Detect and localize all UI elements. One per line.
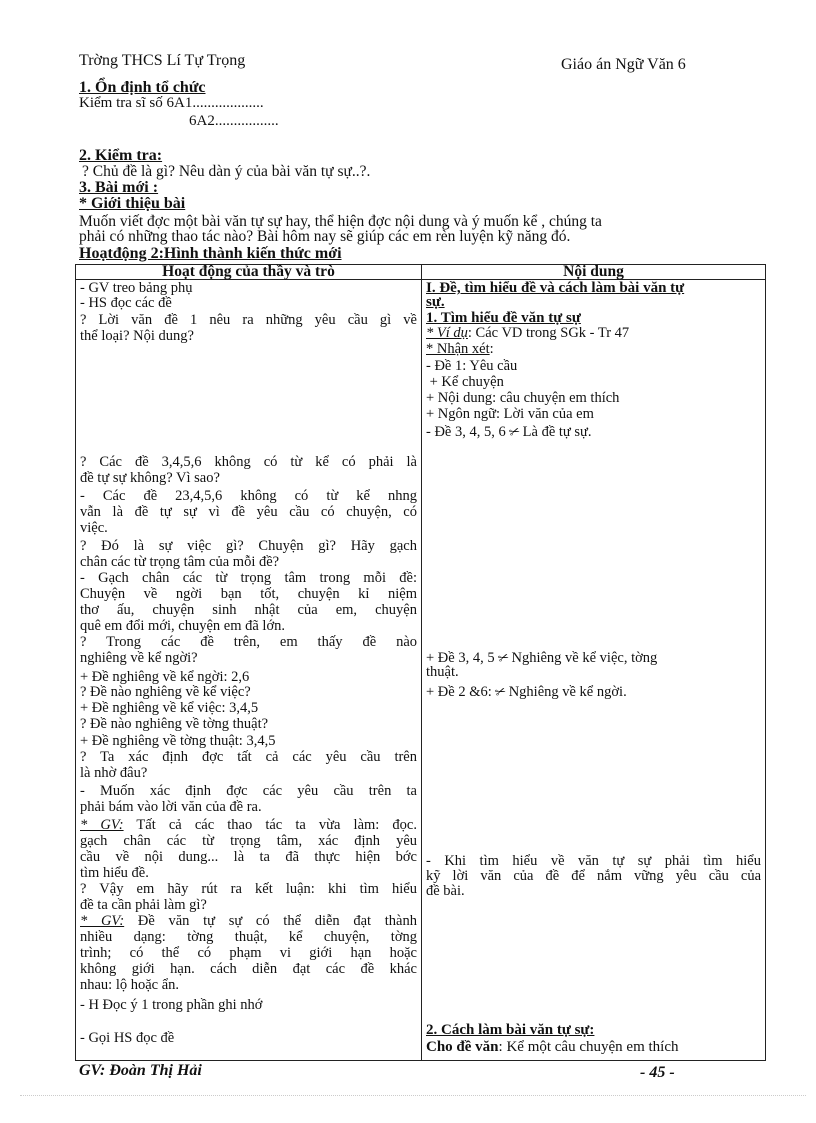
topic-1-line: - Đề 1: Yêu cầu xyxy=(426,358,518,374)
observation-line xyxy=(426,343,761,356)
section-2-title: 2. Kiểm tra: xyxy=(79,147,163,164)
teacher-line: việc. xyxy=(80,520,108,536)
teacher-line: ? Đề nào nghiêng về kể việc? xyxy=(80,684,251,700)
example-text: : Các VD trong SGk - Tr 47 xyxy=(467,325,630,341)
topics-26-result: Nghiêng về kể ngời. xyxy=(508,684,627,700)
teacher-line: ? Các đề 3,4,5,6 không có từ kể có phải là xyxy=(80,454,417,470)
teacher-line: - GV treo bảng phụ xyxy=(80,280,193,296)
teacher-line: gạch chân các từ trọng tâm, xác định yêu xyxy=(80,833,417,849)
topics-345-cont: thuật. xyxy=(426,664,459,680)
page-number: - 45 - xyxy=(640,1064,675,1081)
topics-3456-label: - Đề 3, 4, 5, 6 xyxy=(426,424,506,440)
heading-analyze-topic: 1. Tìm hiểu đề văn tự sự xyxy=(426,310,581,326)
teacher-line: - Gạch chân các từ trọng tâm trong mỗi đề: xyxy=(80,570,417,586)
observation-colon: : xyxy=(489,341,494,357)
teacher-line: - HS đọc các đề xyxy=(80,295,172,311)
teacher-line xyxy=(80,819,417,832)
teacher-line: thể loại? Nội dung? xyxy=(80,328,194,344)
check-question: ? Chủ đề là gì? Nêu dàn ý của bài văn tự sự..?. xyxy=(82,163,371,180)
observation-label: * Nhận xét xyxy=(426,341,490,357)
topic-1-content: + Nội dung: câu chuyện em thích xyxy=(426,390,620,406)
right-column-header: Nội dung xyxy=(422,265,766,280)
teacher-line xyxy=(80,915,417,928)
intro-paragraph-line-2: phải có những thao tác nào? Bài hôm nay sẽ giúp các em rèn luyện kỹ năng đó. xyxy=(79,228,571,245)
left-column-content xyxy=(80,280,417,1060)
heading-part-1: I. Đề, tìm hiểu đề và cách làm bài văn tự xyxy=(426,280,685,296)
teacher-student-column xyxy=(76,280,422,1061)
scissors-icon: ✂ xyxy=(492,682,508,701)
teacher-line: vẫn là đề tự sự vì đề yêu cầu có chuyện, có xyxy=(80,504,417,520)
teacher-line: Chuyện về ngời bạn tốt, chuyện kỉ niệm xyxy=(80,586,417,602)
teacher-line: + Đề nghiêng về kể việc: 3,4,5 xyxy=(80,700,259,716)
teacher-line: ? Vậy em hãy rút ra kết luận: khi tìm hiểu xyxy=(80,881,417,897)
topic-text: : Kể một câu chuyện em thích xyxy=(498,1039,679,1055)
teacher-line: + Đề nghiêng về tờng thuật: 3,4,5 xyxy=(80,733,276,749)
teacher-line: thơ ấu, chuyện sinh nhật của em, chuyện xyxy=(80,602,417,618)
topics-26-label: + Đề 2 &6: xyxy=(426,684,492,700)
intro-subtitle: * Giới thiệu bài xyxy=(79,195,186,212)
teacher-signature: GV: Đoàn Thị Hải xyxy=(79,1062,202,1079)
teacher-line: nhiều dạng: tờng thuật, kể chuyện, tờng xyxy=(80,929,417,945)
topic-1-language: + Ngôn ngữ: Lời văn của em xyxy=(426,406,594,422)
teacher-line: tìm hiểu đề. xyxy=(80,865,149,881)
teacher-line: ? Ta xác định đợc tất cả các yêu cầu trên xyxy=(80,749,417,765)
teacher-line: ? Đó là sự việc gì? Chuyện gì? Hãy gạch xyxy=(80,538,417,554)
section-3-title: 3. Bài mới : xyxy=(79,179,159,196)
activity-title: Hoạtđộng 2:Hình thành kiến thức mới xyxy=(79,245,342,262)
page-bottom-rule xyxy=(20,1095,806,1096)
teacher-line: là nhờ đâu? xyxy=(80,765,148,781)
topics-345-result: Nghiêng về kể việc, tờng xyxy=(511,650,658,666)
intro-paragraph-line-1: Muốn viết đợc một bài văn tự sự hay, thể hiện đợc nội dung và ý muốn kể , chúng ta xyxy=(79,213,602,230)
example-line xyxy=(426,327,761,340)
topic-line xyxy=(426,1041,761,1054)
topics-26-line xyxy=(426,682,761,701)
teacher-line: - Muốn xác định đợc các yêu cầu trên ta xyxy=(80,783,417,799)
teacher-line: cầu về nội dung... là ta đã thực hiện bớc xyxy=(80,849,417,865)
gv-note-text: Tất cả các thao tác ta vừa làm: đọc. xyxy=(123,817,417,833)
left-column-header: Hoạt động của thầy và trò xyxy=(76,265,422,280)
gv-note-text: Đề văn tự sự có thể diễn đạt thành xyxy=(124,913,417,929)
content-column xyxy=(422,280,766,1061)
teacher-line: - H Đọc ý 1 trong phần ghi nhớ xyxy=(80,997,263,1013)
teacher-line: ? Đề nào nghiêng về tờng thuật? xyxy=(80,716,269,732)
school-name: Trờng THCS Lí Tự Trọng xyxy=(79,52,246,69)
section-1-title: 1. Ổn định tổ chức xyxy=(79,79,206,96)
teacher-line: đề ta cần phải làm gì? xyxy=(80,897,207,913)
teacher-line: nhau: lộ hoặc ẩn. xyxy=(80,977,180,993)
topic-label: Cho đề văn xyxy=(426,1039,499,1055)
lesson-table xyxy=(75,264,766,1061)
heading-part-1-cont: sự. xyxy=(426,294,445,310)
topic-1-genre: + Kể chuyện xyxy=(426,374,504,390)
topics-3456-result: Là đề tự sự. xyxy=(522,424,592,440)
gv-label: * GV: xyxy=(80,913,125,929)
teacher-line: phải bám vào lời văn của đề ra. xyxy=(80,799,262,815)
teacher-line: nghiêng về kể ngời? xyxy=(80,650,198,666)
topics-3456-line xyxy=(426,422,761,441)
right-column-content xyxy=(426,280,761,1060)
subject-title: Giáo án Ngữ Văn 6 xyxy=(561,56,686,73)
scissors-icon: ✂ xyxy=(495,648,511,667)
teacher-line: - Các đề 23,4,5,6 không có từ kể nhng xyxy=(80,488,417,504)
gv-label: * GV: xyxy=(80,817,124,833)
teacher-line: ? Trong các đề trên, em thấy đề nào xyxy=(80,634,417,650)
example-label: * Ví dụ xyxy=(426,325,468,341)
teacher-line: đề tự sự không? Vì sao? xyxy=(80,470,220,486)
attendance-6a1: Kiểm tra sĩ số 6A1................... xyxy=(79,95,264,111)
attendance-6a2: 6A2................. xyxy=(189,113,279,129)
conclusion-line-3: đề bài. xyxy=(426,883,465,899)
teacher-line: quê em đổi mới, chuyện em đã lớn. xyxy=(80,618,285,634)
scissors-icon: ✂ xyxy=(506,422,522,441)
teacher-line: - Gọi HS đọc đề xyxy=(80,1030,175,1046)
teacher-line: ? Lời văn đề 1 nêu ra những yêu cầu gì về xyxy=(80,312,417,328)
teacher-line: + Đề nghiêng về kể ngời: 2,6 xyxy=(80,669,250,685)
teacher-line: chân các từ trọng tâm của mỗi đề? xyxy=(80,554,280,570)
topics-345-label: + Đề 3, 4, 5 xyxy=(426,650,495,666)
teacher-line: không giới hạn. cách diễn đạt các đề khác xyxy=(80,961,417,977)
teacher-line: trình; có thể có phạm vi giới hạn hoặc xyxy=(80,945,417,961)
heading-how-to-write: 2. Cách làm bài văn tự sự: xyxy=(426,1022,595,1038)
topics-345-line xyxy=(426,648,761,667)
conclusion-line-2: kỹ lời văn của đề để nắm vững yêu cầu của xyxy=(426,868,761,884)
conclusion-line-1: - Khi tìm hiểu về văn tự sự phải tìm hiểu xyxy=(426,853,761,869)
